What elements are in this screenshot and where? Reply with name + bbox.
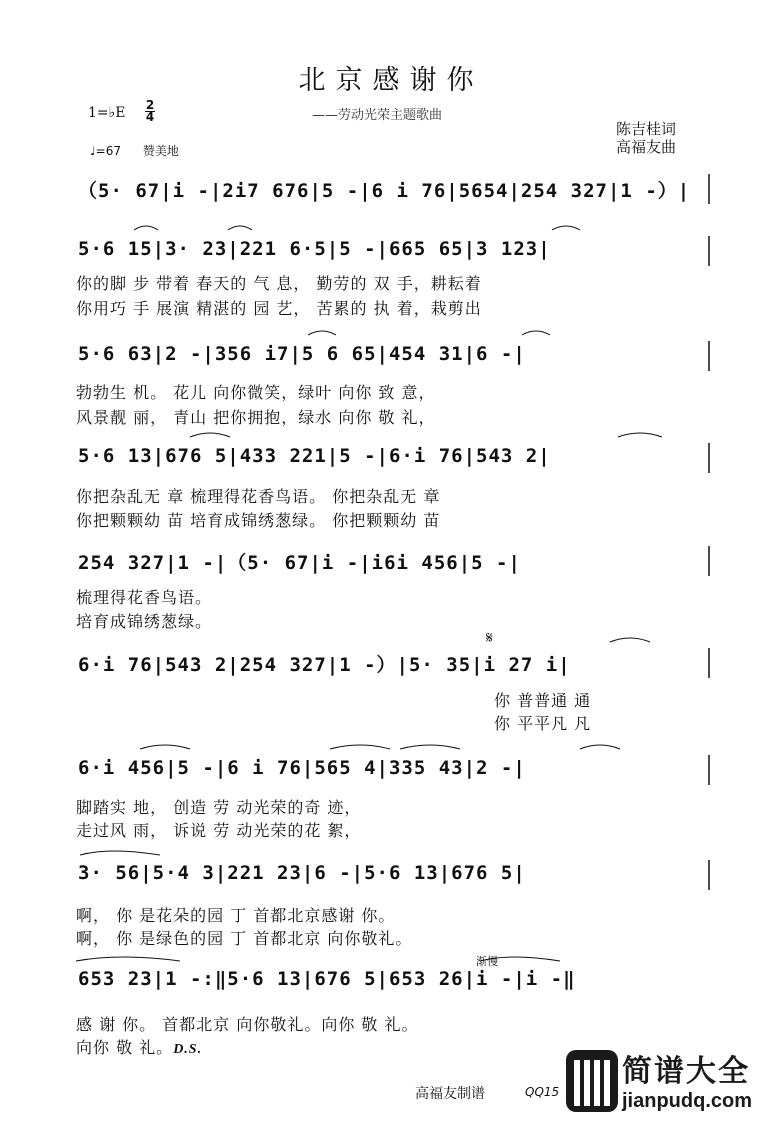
lyric-line-1: 你的脚 步 带着 春天的 气 息， 勤劳的 双 手，耕耘着 bbox=[76, 274, 482, 293]
arranger-credit: 高福友制谱 bbox=[415, 1086, 485, 1102]
lyric-line-2: 走过风 雨， 诉说 劳 动光荣的花 絮， bbox=[76, 821, 362, 840]
notation-row: 5·6 63|2 -|356 i7|5 6 65|454 31|6 -| bbox=[78, 343, 526, 365]
ds-marking: D.S. bbox=[173, 1042, 203, 1057]
piano-icon bbox=[560, 1046, 624, 1118]
lyric-line-2: 你 平平凡 凡 bbox=[494, 714, 592, 733]
lyric-line-2: 风景靓 丽， 青山 把你拥抱，绿水 向你 敬 礼， bbox=[76, 408, 436, 427]
lyric-line-1: 脚踏实 地， 创造 劳 动光荣的奇 迹， bbox=[76, 798, 362, 817]
notation-row: （5· 67|i -|2i7 676|5 -|6 i 76|5654|254 327|1 -）| bbox=[78, 180, 691, 202]
lyric-line-1: 你把杂乱无 章 梳理得花香鸟语。 你把杂乱无 章 bbox=[76, 487, 441, 506]
lyric-line-2: 你把颗颗幼 苗 培育成锦绣葱绿。 你把颗颗幼 苗 bbox=[76, 511, 441, 530]
lyricist: 陈吉桂词 bbox=[616, 120, 677, 138]
notation-row: 6·i 456|5 -|6 i 76|565 4|335 43|2 -| bbox=[78, 757, 526, 779]
lyric-line-2: 你用巧 手 展演 精湛的 园 艺， 苦累的 执 着，栽剪出 bbox=[76, 299, 482, 318]
composer: 高福友曲 bbox=[616, 138, 677, 156]
qq-id: QQ15 bbox=[525, 1085, 560, 1099]
lyric-line-1: 梳理得花香鸟语。 bbox=[76, 588, 213, 607]
notation-row: 6·i 76|543 2|254 327|1 -）|5· 35|i 27 i| bbox=[78, 654, 571, 676]
logo-url[interactable]: jianpudq.com bbox=[622, 1090, 752, 1112]
lyric-line-2: 啊， 你 是绿色的园 丁 首都北京 向你敬礼。 bbox=[76, 929, 413, 948]
lyric-line-1: 啊， 你 是花朵的园 丁 首都北京感谢 你。 bbox=[76, 906, 396, 925]
song-subtitle: ——劳动光荣主题歌曲 bbox=[312, 108, 443, 123]
notation-row: 3· 56|5·4 3|221 23|6 -|5·6 13|676 5| bbox=[78, 862, 526, 884]
lyric-line-2: 培育成锦绣葱绿。 bbox=[76, 612, 213, 631]
segno-sign: 𝄋 bbox=[486, 628, 493, 647]
lyric-line-1: 感 谢 你。 首都北京 向你敬礼。向你 敬 礼。 bbox=[76, 1015, 419, 1034]
notation-row: 653 23|1 -:‖5·6 13|676 5|653 26|i -|i -‖ bbox=[78, 968, 576, 990]
song-title: 北京感谢你 bbox=[298, 65, 484, 96]
tempo-value: ♩=67 bbox=[90, 144, 121, 158]
lyric-line-1: 你 普普通 通 bbox=[494, 691, 592, 710]
lyric-text: 向你 敬 礼。 bbox=[76, 1038, 174, 1057]
meter-top: 2 bbox=[145, 98, 155, 112]
expression-marking: 赞美地 bbox=[142, 144, 179, 158]
meter-bottom: 4 bbox=[145, 110, 155, 124]
key-signature: 1=♭E bbox=[88, 105, 126, 121]
notation-row: 5·6 13|676 5|433 221|5 -|6·i 76|543 2| bbox=[78, 445, 551, 467]
lyric-line-1: 勃勃生 机。 花儿 向你微笑，绿叶 向你 致 意， bbox=[76, 383, 436, 402]
logo-text: 简谱大全 bbox=[622, 1054, 750, 1089]
notation-row: 5·6 15|3· 23|221 6·5|5 -|665 65|3 123| bbox=[78, 238, 551, 260]
notation-row: 254 327|1 -|（5· 67|i -|i6i 456|5 -| bbox=[78, 552, 521, 574]
ritardando-marking: 渐慢 bbox=[476, 955, 498, 968]
